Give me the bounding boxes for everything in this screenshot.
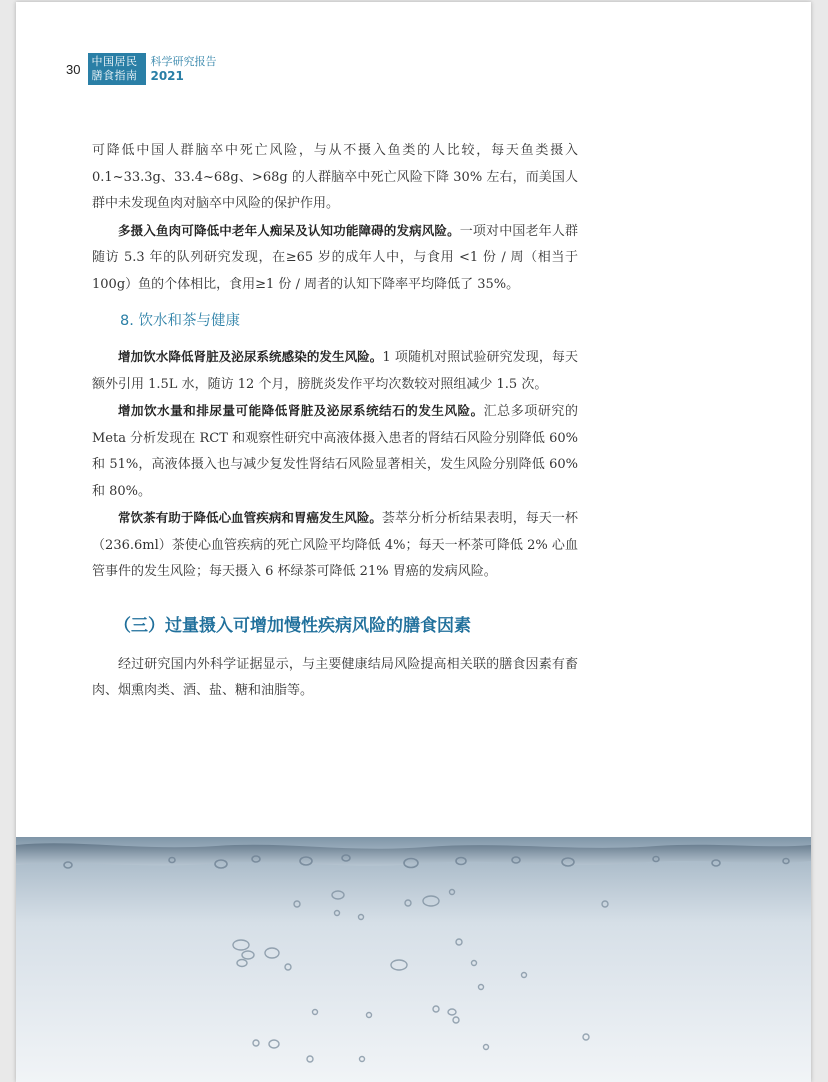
paragraph-4-lead: 增加饮水量和排尿量可能降低肾脏及泌尿系统结石的发生风险。	[118, 403, 484, 418]
logo-line-2: 膳食指南	[91, 69, 138, 82]
paragraph-4	[92, 398, 578, 505]
paragraph-6: 经过研究国内外科学证据显示，与主要健康结局风险提高相关联的膳食因素有畜肉、烟熏肉类、酒、盐、糖和油脂等。	[92, 656, 578, 698]
paragraph-3-text: 1 项随机对照试验研究发现，每天额外引用 1.5L 水，随访 12 个月，膀胱炎发作平均次数较对照组减少 1.5 次。	[92, 350, 578, 392]
document-page	[16, 2, 811, 1082]
paragraph-2-text: 一项对中国老年人群随访 5.3 年的队列研究发现，在≥65 岁的成年人中，与食用 <1 份 / 周（相当于 100g）鱼的个体相比，食用≥1 份 / 周者的认知下降率平均降低了 35%。	[92, 223, 578, 292]
paragraph-2	[92, 218, 578, 299]
paragraph-2-lead: 多摄入鱼肉可降低中老年人痴呆及认知功能障碍的发病风险。	[118, 222, 460, 238]
body-text	[92, 138, 578, 705]
paragraph-5-text: 荟萃分析分析结果表明，每天一杯（236.6ml）茶使心血管疾病的死亡风险平均降低 4%；每天一杯茶可降低 2% 心血管事件的发生风险；每天摄入 6 杯绿茶可降低 21% 胃癌的发病风险。	[92, 511, 578, 579]
report-year: 2021	[150, 69, 184, 83]
report-subtitle: 科学研究报告	[150, 55, 217, 68]
paragraph-5	[92, 505, 578, 586]
paragraph-1: 可降低中国人群脑卒中死亡风险，与从不摄入鱼类的人比较，每天鱼类摄入0.1~33.3g、33.4~68g、>68g 的人群脑卒中死亡风险下降 30% 左右，而美国人群中未发现鱼肉对脑卒中风险的保护作用。	[92, 143, 578, 211]
water-bubbles-image	[16, 837, 811, 1082]
paragraph-5-lead: 常饮茶有助于降低心血管疾病和胃癌发生风险。	[118, 510, 382, 525]
subsection-heading: 8. 饮水和茶与健康	[120, 313, 240, 329]
page-header	[66, 51, 216, 87]
page-number: 30	[66, 61, 81, 77]
paragraph-4-text: 汇总多项研究的 Meta 分析发现在 RCT 和观察性研究中高液体摄入患者的肾结石风险分别降低 60% 和 51%，高液体摄入也与减少复发性肾结石风险显著相关，发生风险分别降低 60% 和 80%。	[92, 404, 578, 499]
guideline-logo	[88, 53, 146, 85]
report-title	[150, 55, 216, 83]
section-heading: （三）过量摄入可增加慢性疾病风险的膳食因素	[114, 615, 471, 636]
paragraph-3-lead: 增加饮水降低肾脏及泌尿系统感染的发生风险。	[118, 349, 383, 364]
paragraph-3	[92, 344, 578, 398]
logo-line-1: 中国居民	[91, 55, 138, 68]
